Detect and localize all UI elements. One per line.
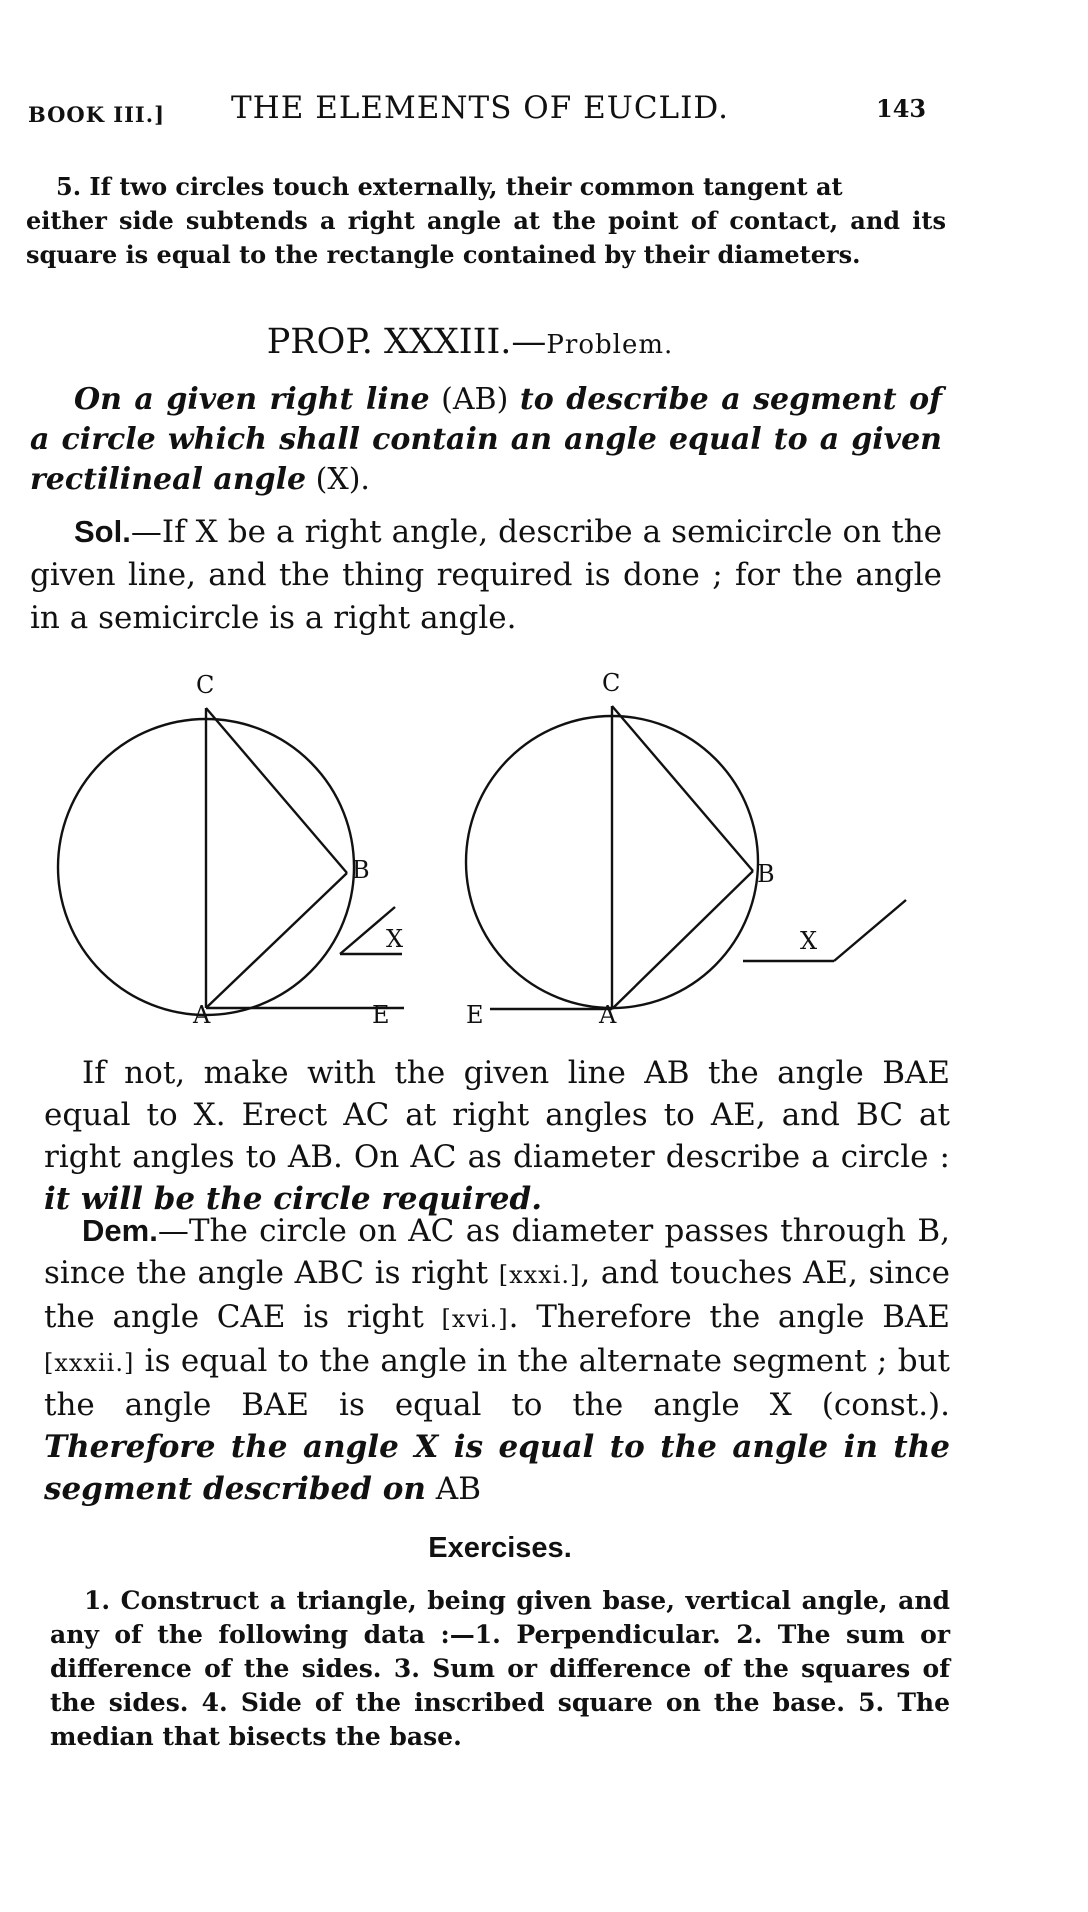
exercise-1: 1. Construct a triangle, being given base, vertical angle, and any of the following data :—1. Perpendicular. 2. The sum or difference of the sides. 3. Sum or difference of the squares of the sides. 4. Side of the inscribed square on the base. 5. The median that bisects the base. [50,1586,950,1751]
solution-label: Sol. [74,514,131,549]
right-label-x: X [800,927,818,955]
demonstration-text-2: , and touches AE, since the angle CAE is right [44,1255,950,1335]
proposition-number: PROP. XXXIII.— [266,322,547,362]
running-header [28,90,928,130]
reference-xvi: [xvi.] [441,1305,509,1333]
proposition-kind: Problem. [546,330,674,360]
left-label-x: X [386,925,404,953]
solution-text: —If X be a right angle, describe a semicircle on the given line, and the thing required is done ; for the angle in a semicircle is a right angle. [30,514,942,636]
construction-paragraph [44,1052,950,1220]
demonstration-conclusion: Therefore the angle X is equal to the angle in the segment described on [44,1429,950,1507]
right-line-ab [612,871,753,1009]
reference-xxxi: [xxxi.] [498,1261,581,1289]
right-label-e: E [466,1001,484,1029]
construction-text: If not, make with the given line AB the angle BAE equal to X. Erect AC at right angles to AE, and BC at right angles to AB. On AC as diameter describe a circle : [44,1055,950,1175]
left-line-ab [206,873,347,1008]
book-title: THE ELEMENTS OF EUCLID. [231,90,729,126]
proposition-statement [30,380,942,500]
exercise-5-first-line: 5. If two circles touch externally, their common tangent at [56,172,843,201]
geometry-figure [0,660,1000,1040]
demonstration-text-1: —The circle on AC as diameter passes through B, since the angle ABC is right [44,1213,950,1291]
exercise-5-rest: either side subtends a right angle at the point of contact, and its square is equal to the rectangle contained by their diameters. [26,206,946,269]
reference-xxxii: [xxxii.] [44,1349,135,1377]
demonstration-text-3: . Therefore the angle BAE [508,1299,950,1335]
right-label-a: A [599,1001,617,1029]
demonstration-text-4: is equal to the angle in the alternate segment ; but the angle BAE is equal to the angle X (const.). [44,1343,950,1423]
demonstration-label: Dem. [82,1213,158,1248]
exercise-5 [26,170,946,272]
page-number: 143 [876,94,927,123]
statement-given-line: (AB) [429,382,520,417]
left-label-a: A [193,1001,211,1029]
left-line-cb [206,708,347,873]
right-line-cb [612,706,753,871]
book-label: BOOK III.] [28,102,166,127]
left-label-c: C [196,671,215,699]
solution-paragraph [30,510,942,640]
demonstration-paragraph [44,1210,950,1510]
right-angle-x-arm [834,900,906,961]
exercises-heading: Exercises. [428,1532,572,1564]
left-label-e: E [372,1001,390,1029]
left-label-b: B [352,856,370,884]
right-figure [466,706,906,1009]
statement-part-2: to describe a segment of a circle which shall contain an angle equal to a given rectilineal angle [30,382,943,497]
statement-given-angle: (X). [306,462,370,497]
construction-conclusion: it will be the circle required. [44,1181,542,1217]
demonstration-end: AB [425,1471,481,1507]
statement-part-1: On a given right line [74,382,430,417]
right-label-b: B [757,860,775,888]
proposition-title [0,322,940,362]
right-label-c: C [602,669,621,697]
